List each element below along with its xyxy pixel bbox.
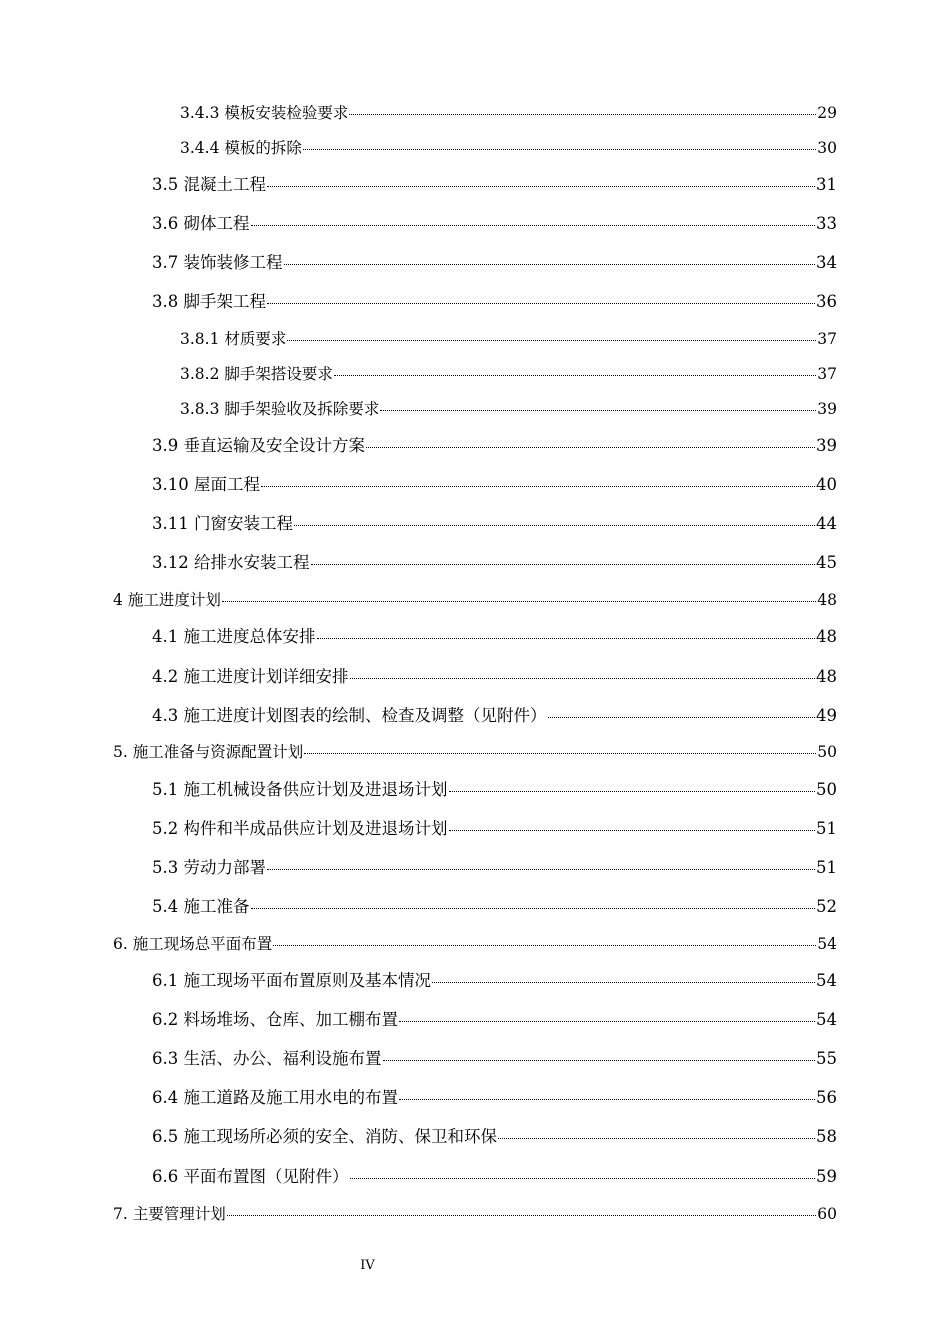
toc-entry-label [152, 780, 448, 800]
toc-entry-title: 屋面工程 [194, 474, 260, 494]
toc-entry-label [152, 175, 266, 195]
toc-entry-label [180, 103, 348, 123]
toc-entry-page-number: 48 [817, 590, 837, 609]
toc-entry[interactable] [113, 933, 837, 953]
toc-entry-label [152, 1088, 398, 1108]
toc-entry-label [180, 329, 286, 349]
toc-entry-title: 施工道路及施工用水电的布置 [183, 1087, 398, 1107]
toc-entry[interactable] [152, 969, 837, 989]
toc-entry[interactable] [152, 1086, 837, 1106]
toc-entry[interactable] [152, 1125, 837, 1145]
dot-leader [449, 817, 816, 834]
toc-entry-page-number: 44 [816, 513, 837, 533]
dot-leader [303, 137, 816, 153]
toc-entry-title: 施工现场平面布置原则及基本情况 [183, 970, 431, 990]
toc-entry[interactable] [152, 665, 837, 685]
dot-leader [432, 969, 815, 986]
toc-entry[interactable] [152, 895, 837, 915]
toc-entry-page-number: 51 [816, 857, 837, 877]
toc-entry[interactable] [113, 589, 837, 609]
toc-entry-page-number: 34 [816, 252, 837, 272]
dot-leader [349, 102, 816, 118]
toc-entry-title: 脚手架搭设要求 [224, 364, 333, 383]
dot-leader [311, 551, 816, 568]
toc-entry-label [152, 1127, 497, 1147]
toc-entry-label [113, 590, 221, 610]
toc-entry-title: 砌体工程 [183, 213, 250, 233]
toc-entry[interactable] [180, 398, 837, 418]
toc-entry-page-number: 39 [817, 399, 837, 418]
toc-entry[interactable] [152, 290, 837, 310]
toc-entry-label [152, 819, 448, 839]
dot-leader [261, 473, 815, 490]
toc-entry[interactable] [152, 434, 837, 454]
toc-entry[interactable] [152, 625, 837, 645]
toc-entry-number: 6.5 [152, 1126, 179, 1146]
toc-entry-number: 3.4.4 [180, 138, 220, 157]
toc-entry-number: 4.2 [152, 666, 179, 686]
dot-leader [449, 778, 816, 795]
toc-entry-page-number: 54 [816, 970, 837, 990]
toc-entry[interactable] [152, 212, 837, 232]
toc-entry-title: 构件和半成品供应计划及进退场计划 [183, 818, 448, 838]
toc-entry-label [180, 138, 302, 158]
toc-entry-title: 施工进度总体安排 [183, 626, 316, 646]
toc-entry[interactable] [152, 856, 837, 876]
toc-entry-number: 5.2 [152, 818, 179, 838]
toc-entry-page-number: 50 [817, 742, 837, 761]
toc-entry-page-number: 37 [817, 364, 837, 383]
toc-entry-page-number: 33 [816, 213, 837, 233]
toc-entry-page-number: 50 [816, 779, 837, 799]
toc-entry-title: 混凝土工程 [183, 174, 266, 194]
toc-entry[interactable] [113, 1203, 837, 1223]
toc-entry[interactable] [152, 473, 837, 493]
toc-entry[interactable] [152, 817, 837, 837]
toc-entry[interactable] [180, 328, 837, 348]
toc-entry[interactable] [152, 173, 837, 193]
dot-leader [251, 212, 816, 229]
dot-leader [380, 398, 816, 414]
toc-entry-number: 5.4 [152, 896, 179, 916]
dot-leader [284, 251, 816, 268]
toc-entry-title: 装饰装修工程 [183, 252, 283, 272]
toc-entry-number: 5.3 [152, 857, 179, 877]
toc-entry-number: 4.1 [152, 626, 179, 646]
toc-entry-title: 施工进度计划详细安排 [183, 666, 349, 686]
toc-entry-label [113, 934, 272, 954]
toc-entry-label [152, 1049, 382, 1069]
toc-entry-page-number: 56 [816, 1087, 837, 1107]
toc-entry-number: 3.9 [152, 435, 179, 455]
toc-entry-number: 6.2 [152, 1009, 179, 1029]
dot-leader [366, 434, 815, 451]
toc-entry-number: 4 [113, 590, 123, 609]
toc-entry[interactable] [152, 1008, 837, 1028]
toc-entry-number: 7. [113, 1204, 128, 1223]
dot-leader [548, 704, 816, 721]
toc-entry-page-number: 48 [816, 626, 837, 646]
toc-entry-title: 施工机械设备供应计划及进退场计划 [183, 779, 448, 799]
toc-entry[interactable] [152, 1047, 837, 1067]
toc-entry-title: 给排水安装工程 [194, 552, 310, 572]
dot-leader [287, 328, 816, 344]
toc-entry-number: 3.8.1 [180, 329, 220, 348]
toc-entry[interactable] [180, 102, 837, 122]
toc-entry-number: 5.1 [152, 779, 179, 799]
toc-entry-label [152, 214, 250, 234]
toc-entry-label [152, 897, 250, 917]
toc-entry-page-number: 55 [816, 1048, 837, 1068]
toc-entry-title: 平面布置图（见附件） [183, 1166, 349, 1186]
toc-entry-page-number: 49 [816, 705, 837, 725]
toc-entry-label [152, 1167, 349, 1187]
toc-entry-label [152, 1010, 398, 1030]
toc-entry-title: 施工准备 [183, 896, 250, 916]
toc-entry-number: 6.3 [152, 1048, 179, 1068]
dot-leader [399, 1008, 815, 1025]
toc-entry-page-number: 31 [816, 174, 837, 194]
dot-leader [383, 1047, 816, 1064]
toc-entry-page-number: 52 [816, 896, 837, 916]
toc-entry-page-number: 45 [816, 552, 837, 572]
toc-entry-number: 3.8 [152, 291, 179, 311]
toc-entry-number: 3.12 [152, 552, 189, 572]
toc-entry[interactable] [152, 778, 837, 798]
toc-entry-label [180, 399, 379, 419]
toc-entry-title: 劳动力部署 [183, 857, 266, 877]
toc-entry-number: 6.1 [152, 970, 179, 990]
toc-entry-page-number: 36 [816, 291, 837, 311]
toc-entry[interactable] [180, 137, 837, 157]
dot-leader [267, 290, 815, 307]
toc-entry-page-number: 48 [816, 666, 837, 686]
toc-entry-title: 模板的拆除 [224, 138, 302, 157]
toc-entry-title: 门窗安装工程 [194, 513, 293, 533]
toc-entry-title: 垂直运输及安全设计方案 [183, 435, 365, 455]
toc-entry-title: 主要管理计划 [132, 1204, 226, 1223]
toc-entry-label [152, 475, 260, 495]
toc-entry-number: 3.11 [152, 513, 189, 533]
toc-entry-title: 材质要求 [224, 329, 287, 348]
toc-entry-label [152, 253, 283, 273]
toc-entry[interactable] [152, 512, 837, 532]
dot-leader [227, 1203, 817, 1219]
toc-entry-number: 3.8.2 [180, 364, 220, 383]
toc-entry-label [152, 706, 547, 726]
dot-leader [334, 363, 816, 379]
toc-entry-label [113, 1204, 226, 1224]
toc-entry-title: 施工现场所必须的安全、消防、保卫和环保 [183, 1126, 497, 1146]
toc-entry-label [152, 514, 293, 534]
toc-entry-page-number: 60 [817, 1204, 837, 1223]
toc-entry-label [152, 553, 310, 573]
dot-leader [498, 1125, 815, 1142]
dot-leader [350, 665, 816, 682]
toc-entry-number: 3.7 [152, 252, 179, 272]
toc-entry-page-number: 39 [816, 435, 837, 455]
toc-entry-page-number: 58 [816, 1126, 837, 1146]
toc-entry-page-number: 54 [817, 934, 837, 953]
toc-entry[interactable] [113, 741, 837, 761]
toc-entry-page-number: 29 [817, 103, 837, 122]
toc-entry[interactable] [152, 704, 837, 724]
toc-entry-title: 脚手架工程 [183, 291, 266, 311]
toc-entry-page-number: 40 [816, 474, 837, 494]
toc-entry-label [152, 292, 266, 312]
toc-entry-number: 6.6 [152, 1166, 179, 1186]
toc-entry[interactable] [152, 551, 837, 571]
toc-entry-title: 施工进度计划图表的绘制、检查及调整（见附件） [183, 705, 547, 725]
toc-entry-label [180, 364, 333, 384]
toc-entry-title: 生活、办公、福利设施布置 [183, 1048, 382, 1068]
toc-entry-number: 3.6 [152, 213, 179, 233]
toc-entry-title: 脚手架验收及拆除要求 [224, 399, 380, 418]
toc-entry[interactable] [152, 1165, 837, 1185]
toc-entry-page-number: 59 [816, 1166, 837, 1186]
toc-entry-label [152, 436, 365, 456]
toc-entry[interactable] [180, 363, 837, 383]
dot-leader [317, 625, 816, 642]
toc-entry-title: 施工进度计划 [127, 590, 221, 609]
toc-entry-label [152, 627, 316, 647]
dot-leader [294, 512, 815, 529]
toc-entry-title: 模板安装检验要求 [224, 103, 349, 122]
toc-entry-page-number: 30 [817, 138, 837, 157]
toc-entry-page-number: 37 [817, 329, 837, 348]
dot-leader [267, 856, 815, 873]
toc-entry-number: 6.4 [152, 1087, 179, 1107]
toc-entry-label [152, 971, 431, 991]
dot-leader [222, 589, 816, 605]
toc-entry[interactable] [152, 251, 837, 271]
dot-leader [251, 895, 816, 912]
toc-entry-number: 6. [113, 934, 128, 953]
dot-leader [350, 1165, 816, 1182]
toc-entry-number: 3.4.3 [180, 103, 220, 122]
toc-entry-label [152, 858, 266, 878]
dot-leader [304, 741, 816, 757]
dot-leader [399, 1086, 815, 1103]
toc-entry-label [113, 742, 303, 762]
toc-entry-page-number: 51 [816, 818, 837, 838]
toc-entry-number: 3.10 [152, 474, 189, 494]
toc-entry-number: 4.3 [152, 705, 179, 725]
toc-entry-number: 3.8.3 [180, 399, 220, 418]
toc-entry-title: 料场堆场、仓库、加工棚布置 [183, 1009, 398, 1029]
toc-entry-number: 5. [113, 742, 128, 761]
page-footer-number: IV [360, 1258, 375, 1273]
dot-leader [267, 173, 815, 190]
dot-leader [273, 933, 816, 949]
toc-entry-label [152, 667, 349, 687]
toc-entry-title: 施工现场总平面布置 [132, 934, 273, 953]
toc-entry-title: 施工准备与资源配置计划 [132, 742, 304, 761]
toc-entry-number: 3.5 [152, 174, 179, 194]
toc-entry-page-number: 54 [816, 1009, 837, 1029]
